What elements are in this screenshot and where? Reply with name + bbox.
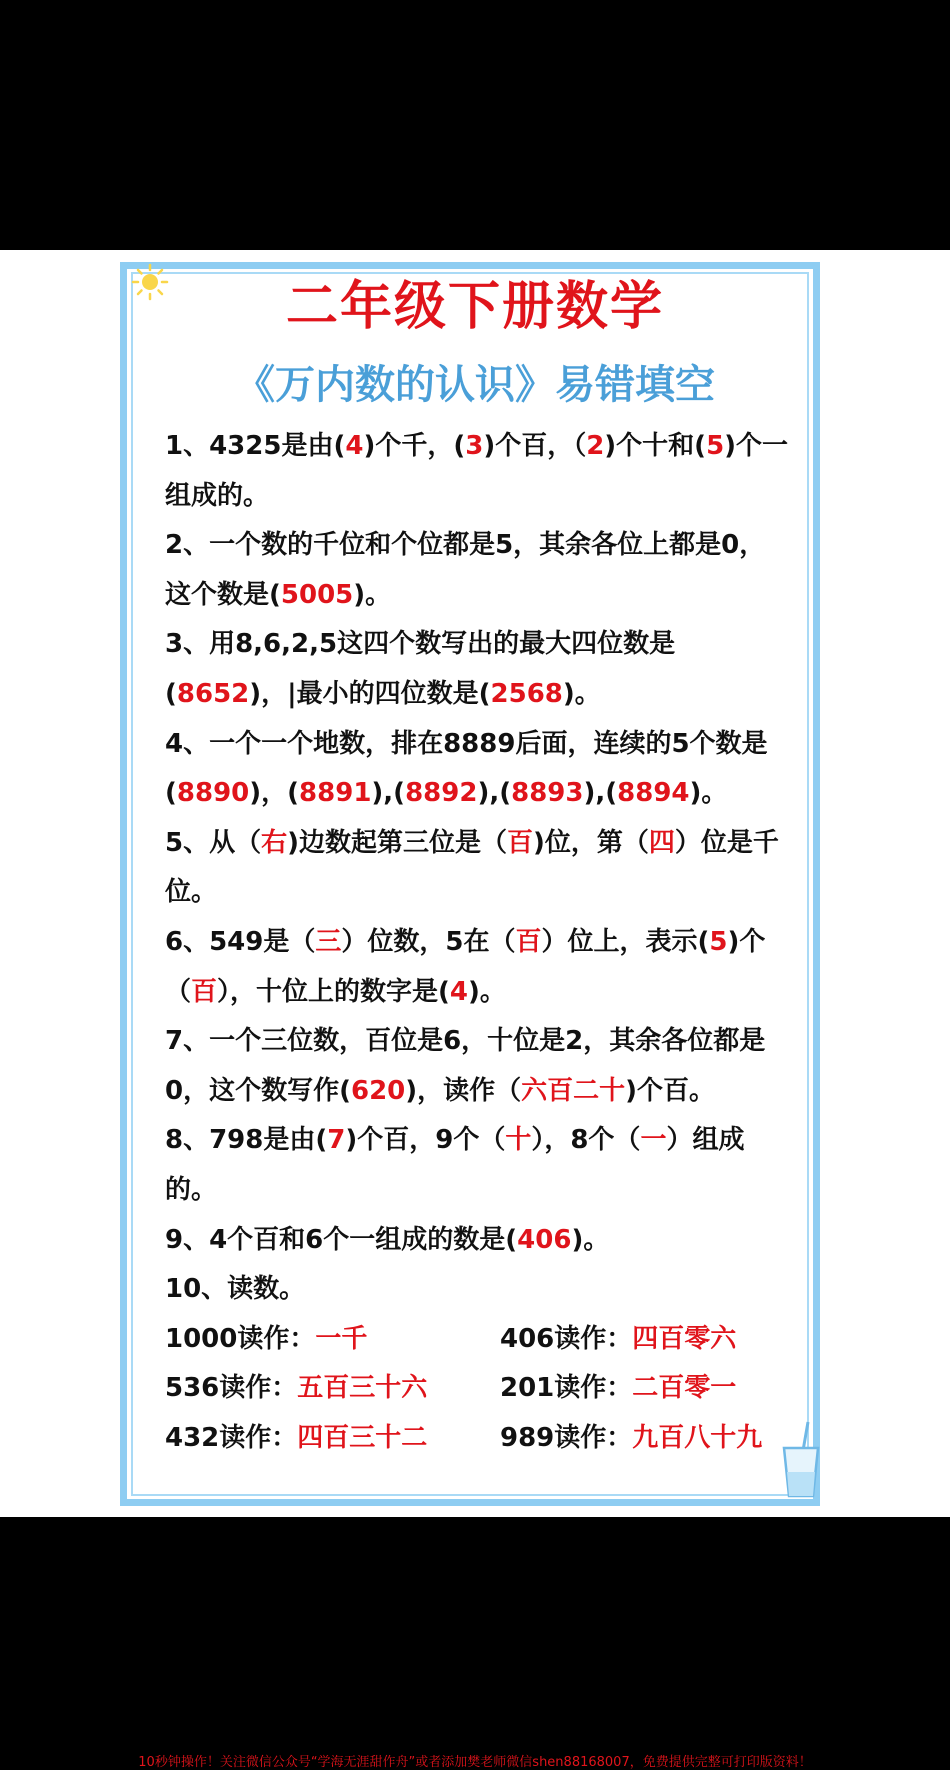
question-text: )，|最小的四位数是( xyxy=(249,678,491,709)
page-subtitle: 《万内数的认识》易错填空 xyxy=(235,361,715,408)
answer: 三 xyxy=(315,926,342,957)
answer: 8891 xyxy=(299,778,372,809)
question-text: 1、4325是由( xyxy=(165,431,346,461)
question-text: 6、549是（ xyxy=(165,926,316,957)
question-list xyxy=(165,422,790,1463)
question-text: )。 xyxy=(353,579,392,610)
question-9 xyxy=(165,1216,790,1266)
answer: 一 xyxy=(640,1125,667,1156)
answer: 8652 xyxy=(176,678,250,709)
answer: 8892 xyxy=(405,778,478,809)
reading-label: 10、读数。 xyxy=(165,1274,306,1305)
question-text: )个百，（ xyxy=(483,431,587,461)
reading-number: 536读作： xyxy=(165,1373,298,1404)
question-text: )，( xyxy=(249,778,300,809)
reading-item xyxy=(500,1315,790,1365)
reading-item xyxy=(165,1315,500,1365)
answer: 406 xyxy=(517,1224,572,1255)
page-title: 二年级下册数学 xyxy=(285,276,664,337)
answer: 5005 xyxy=(280,579,354,610)
question-text: )。 xyxy=(468,976,506,1007)
question-text: )，读作（ xyxy=(405,1075,522,1106)
answer: 2568 xyxy=(490,678,563,709)
question-text: 4、一个一个地数，排在8889后面，连续的5个数是( xyxy=(165,728,768,809)
question-text: 5、从（ xyxy=(165,827,262,858)
question-text: 8、798是由( xyxy=(165,1125,328,1156)
answer: 百 xyxy=(507,827,534,858)
question-text: ），8个（ xyxy=(531,1125,641,1156)
answer: 4 xyxy=(449,976,469,1007)
answer: 十 xyxy=(505,1125,532,1156)
reading-item xyxy=(165,1364,500,1414)
question-4 xyxy=(165,720,790,819)
answer: 620 xyxy=(350,1075,406,1106)
question-text: 9、4个百和6个一组成的数是( xyxy=(165,1224,518,1255)
question-8 xyxy=(165,1116,790,1215)
question-text: ），十位上的数字是( xyxy=(217,976,450,1007)
footer-note: 10秒钟操作！关注微信公众号“学海无涯甜作舟”或者添加樊老师微信shen88168007，免费提供完整可打印版资料！ xyxy=(138,1755,812,1770)
reading-grid xyxy=(165,1315,790,1464)
question-text: ),( xyxy=(583,778,618,809)
answer: 二百零一 xyxy=(632,1373,737,1404)
answer: 百 xyxy=(515,926,542,957)
top-black-band xyxy=(0,0,950,250)
question-2 xyxy=(165,521,790,620)
question-text: )。 xyxy=(562,678,601,709)
reading-number: 989读作： xyxy=(500,1422,633,1453)
question-text: ),( xyxy=(371,778,406,809)
answer: 六百二十 xyxy=(521,1075,626,1106)
answer: 8894 xyxy=(617,778,690,809)
question-text: )边数起第三位是（ xyxy=(287,827,507,858)
question-text: )。 xyxy=(689,778,728,809)
question-text: )位，第（ xyxy=(533,827,649,858)
answer: 7 xyxy=(327,1125,346,1156)
answer: 右 xyxy=(261,827,288,858)
reading-item xyxy=(500,1414,790,1464)
question-text: 7、一个三位数，百位是6，十位是2，其余各位都是0，这个数写作( xyxy=(165,1026,766,1106)
answer: 四百三十二 xyxy=(297,1422,428,1453)
question-text: ）组成的。 xyxy=(165,1125,745,1205)
answer: 五百三十六 xyxy=(297,1373,428,1404)
question-text: 2、一个数的千位和个位都是5，其余各位上都是0，这个数是( xyxy=(165,530,766,610)
reading-number: 432读作： xyxy=(165,1422,298,1453)
answer: 一千 xyxy=(315,1323,368,1354)
question-text: )个（ xyxy=(165,926,766,1007)
questions-container xyxy=(165,422,790,1265)
reading-number: 1000读作： xyxy=(165,1323,316,1354)
reading-item xyxy=(500,1364,790,1414)
answer: 四 xyxy=(648,827,675,858)
answer: 四百零六 xyxy=(632,1323,737,1354)
answer: 九百八十九 xyxy=(632,1422,763,1453)
question-text: )个千，( xyxy=(363,431,466,461)
question-text: )个一组成的。 xyxy=(165,431,789,511)
answer: 8893 xyxy=(511,778,584,809)
question-6 xyxy=(165,918,790,1017)
question-text: ）位数，5在（ xyxy=(341,926,516,957)
question-text: )个百。 xyxy=(625,1075,716,1106)
answer: 3 xyxy=(465,431,484,461)
question-3 xyxy=(165,620,790,719)
answer: 5 xyxy=(709,926,728,957)
reading-item xyxy=(165,1414,500,1464)
answer: 5 xyxy=(706,431,725,461)
question-1 xyxy=(165,422,790,521)
question-7 xyxy=(165,1017,790,1116)
reading-number: 201读作： xyxy=(500,1373,633,1404)
question-text: )个十和( xyxy=(604,431,707,461)
question-text: )个百，9个（ xyxy=(345,1125,506,1156)
answer: 4 xyxy=(345,431,364,461)
answer: 2 xyxy=(586,431,605,461)
question-text: 3、用8,6,2,5这四个数写出的最大四位数是( xyxy=(165,629,676,709)
question-text: )。 xyxy=(571,1224,610,1255)
reading-number: 406读作： xyxy=(500,1323,633,1354)
question-text: ）位上，表示( xyxy=(541,926,710,957)
answer: 8890 xyxy=(176,778,250,809)
answer: 百 xyxy=(191,976,218,1007)
question-text: ）位是千位。 xyxy=(165,827,779,908)
question-text: ),( xyxy=(477,778,512,809)
question-5 xyxy=(165,819,790,918)
